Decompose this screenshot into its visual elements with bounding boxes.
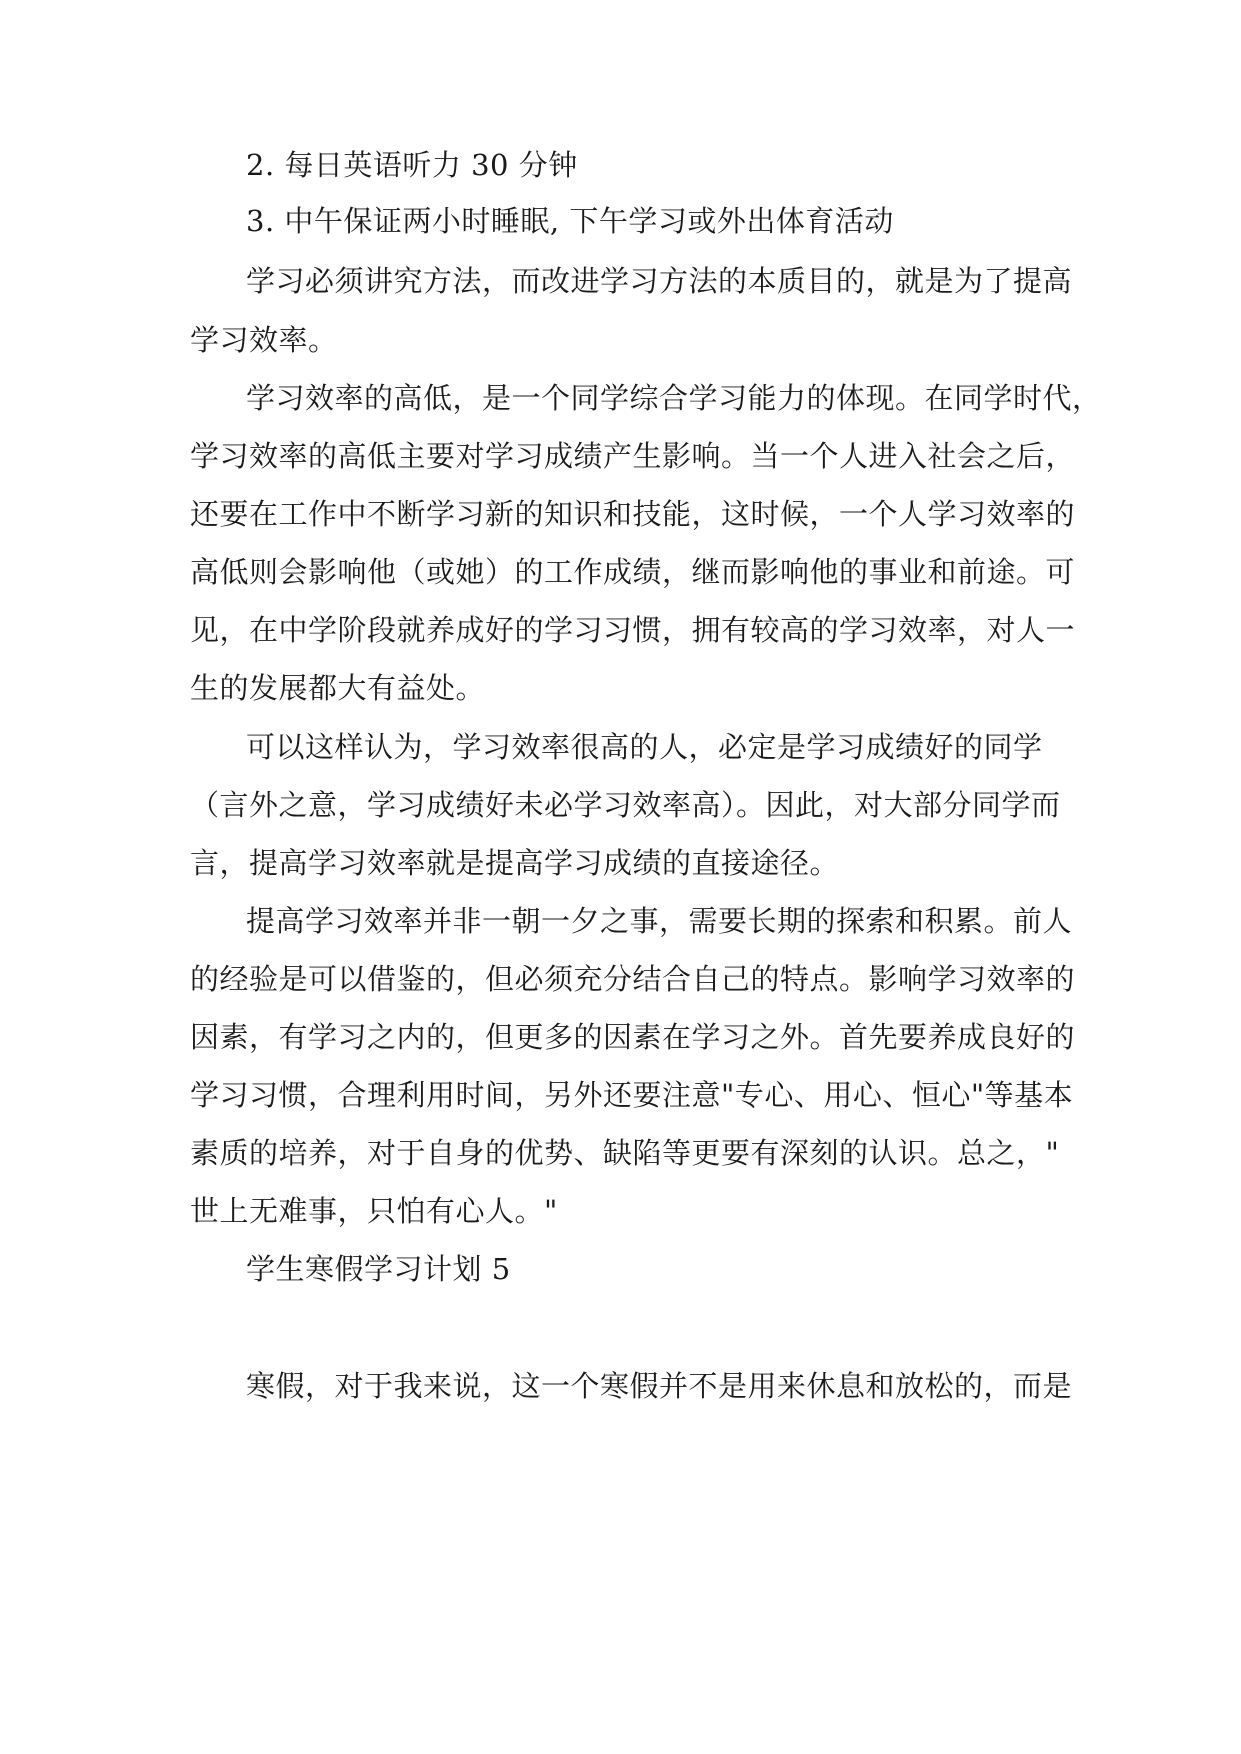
paragraph-line: 高低则会影响他（或她）的工作成绩，继而影响他的事业和前途。可 [190, 555, 1076, 589]
paragraph-line: 提高学习效率并非一朝一夕之事，需要长期的探索和积累。前人 [246, 904, 1073, 938]
paragraph-line: 言，提高学习效率就是提高学习成绩的直接途径。 [190, 846, 840, 880]
paragraph-line: 学习效率的高低主要对学习成绩产生影响。当一个人进入社会之后， [190, 439, 1076, 473]
paragraph-line: 生的发展都大有益处。 [190, 671, 486, 705]
paragraph-line: 的经验是可以借鉴的，但必须充分结合自己的特点。影响学习效率的 [190, 962, 1076, 996]
paragraph-line: 可以这样认为，学习效率很高的人，必定是学习成绩好的同学 [246, 730, 1043, 764]
paragraph-line: 还要在工作中不断学习新的知识和技能，这时候，一个人学习效率的 [190, 497, 1076, 531]
paragraph-line: 因素，有学习之内的，但更多的因素在学习之外。首先要养成良好的 [190, 1020, 1076, 1054]
paragraph-line: 世上无难事，只怕有心人。" [190, 1194, 558, 1228]
list-item-english-listening: 2. 每日英语听力 30 分钟 [246, 148, 578, 182]
paragraph-line: 学习必须讲究方法，而改进学习方法的本质目的，就是为了提高 [246, 264, 1073, 298]
list-item-noon-sleep: 3. 中午保证两小时睡眠, 下午学习或外出体育活动 [246, 204, 894, 238]
paragraph-line: 寒假，对于我来说，这一个寒假并不是用来休息和放松的，而是 [246, 1369, 1073, 1403]
paragraph-line: 素质的培养，对于自身的优势、缺陷等更要有深刻的认识。总之，" [190, 1136, 1060, 1170]
paragraph-line: 见，在中学阶段就养成好的学习习惯，拥有较高的学习效率，对人一 [190, 613, 1076, 647]
paragraph-line: （言外之意，学习成绩好未必学习效率高）。因此，对大部分同学而 [190, 788, 1061, 822]
paragraph-line: 学习效率。 [190, 323, 338, 357]
paragraph-line: 学习效率的高低，是一个同学综合学习能力的体现。在同学时代， [246, 381, 1102, 415]
paragraph-line: 学习习惯，合理利用时间，另外还要注意"专心、用心、恒心"等基本 [190, 1078, 1074, 1112]
section-heading: 学生寒假学习计划 5 [246, 1252, 511, 1286]
